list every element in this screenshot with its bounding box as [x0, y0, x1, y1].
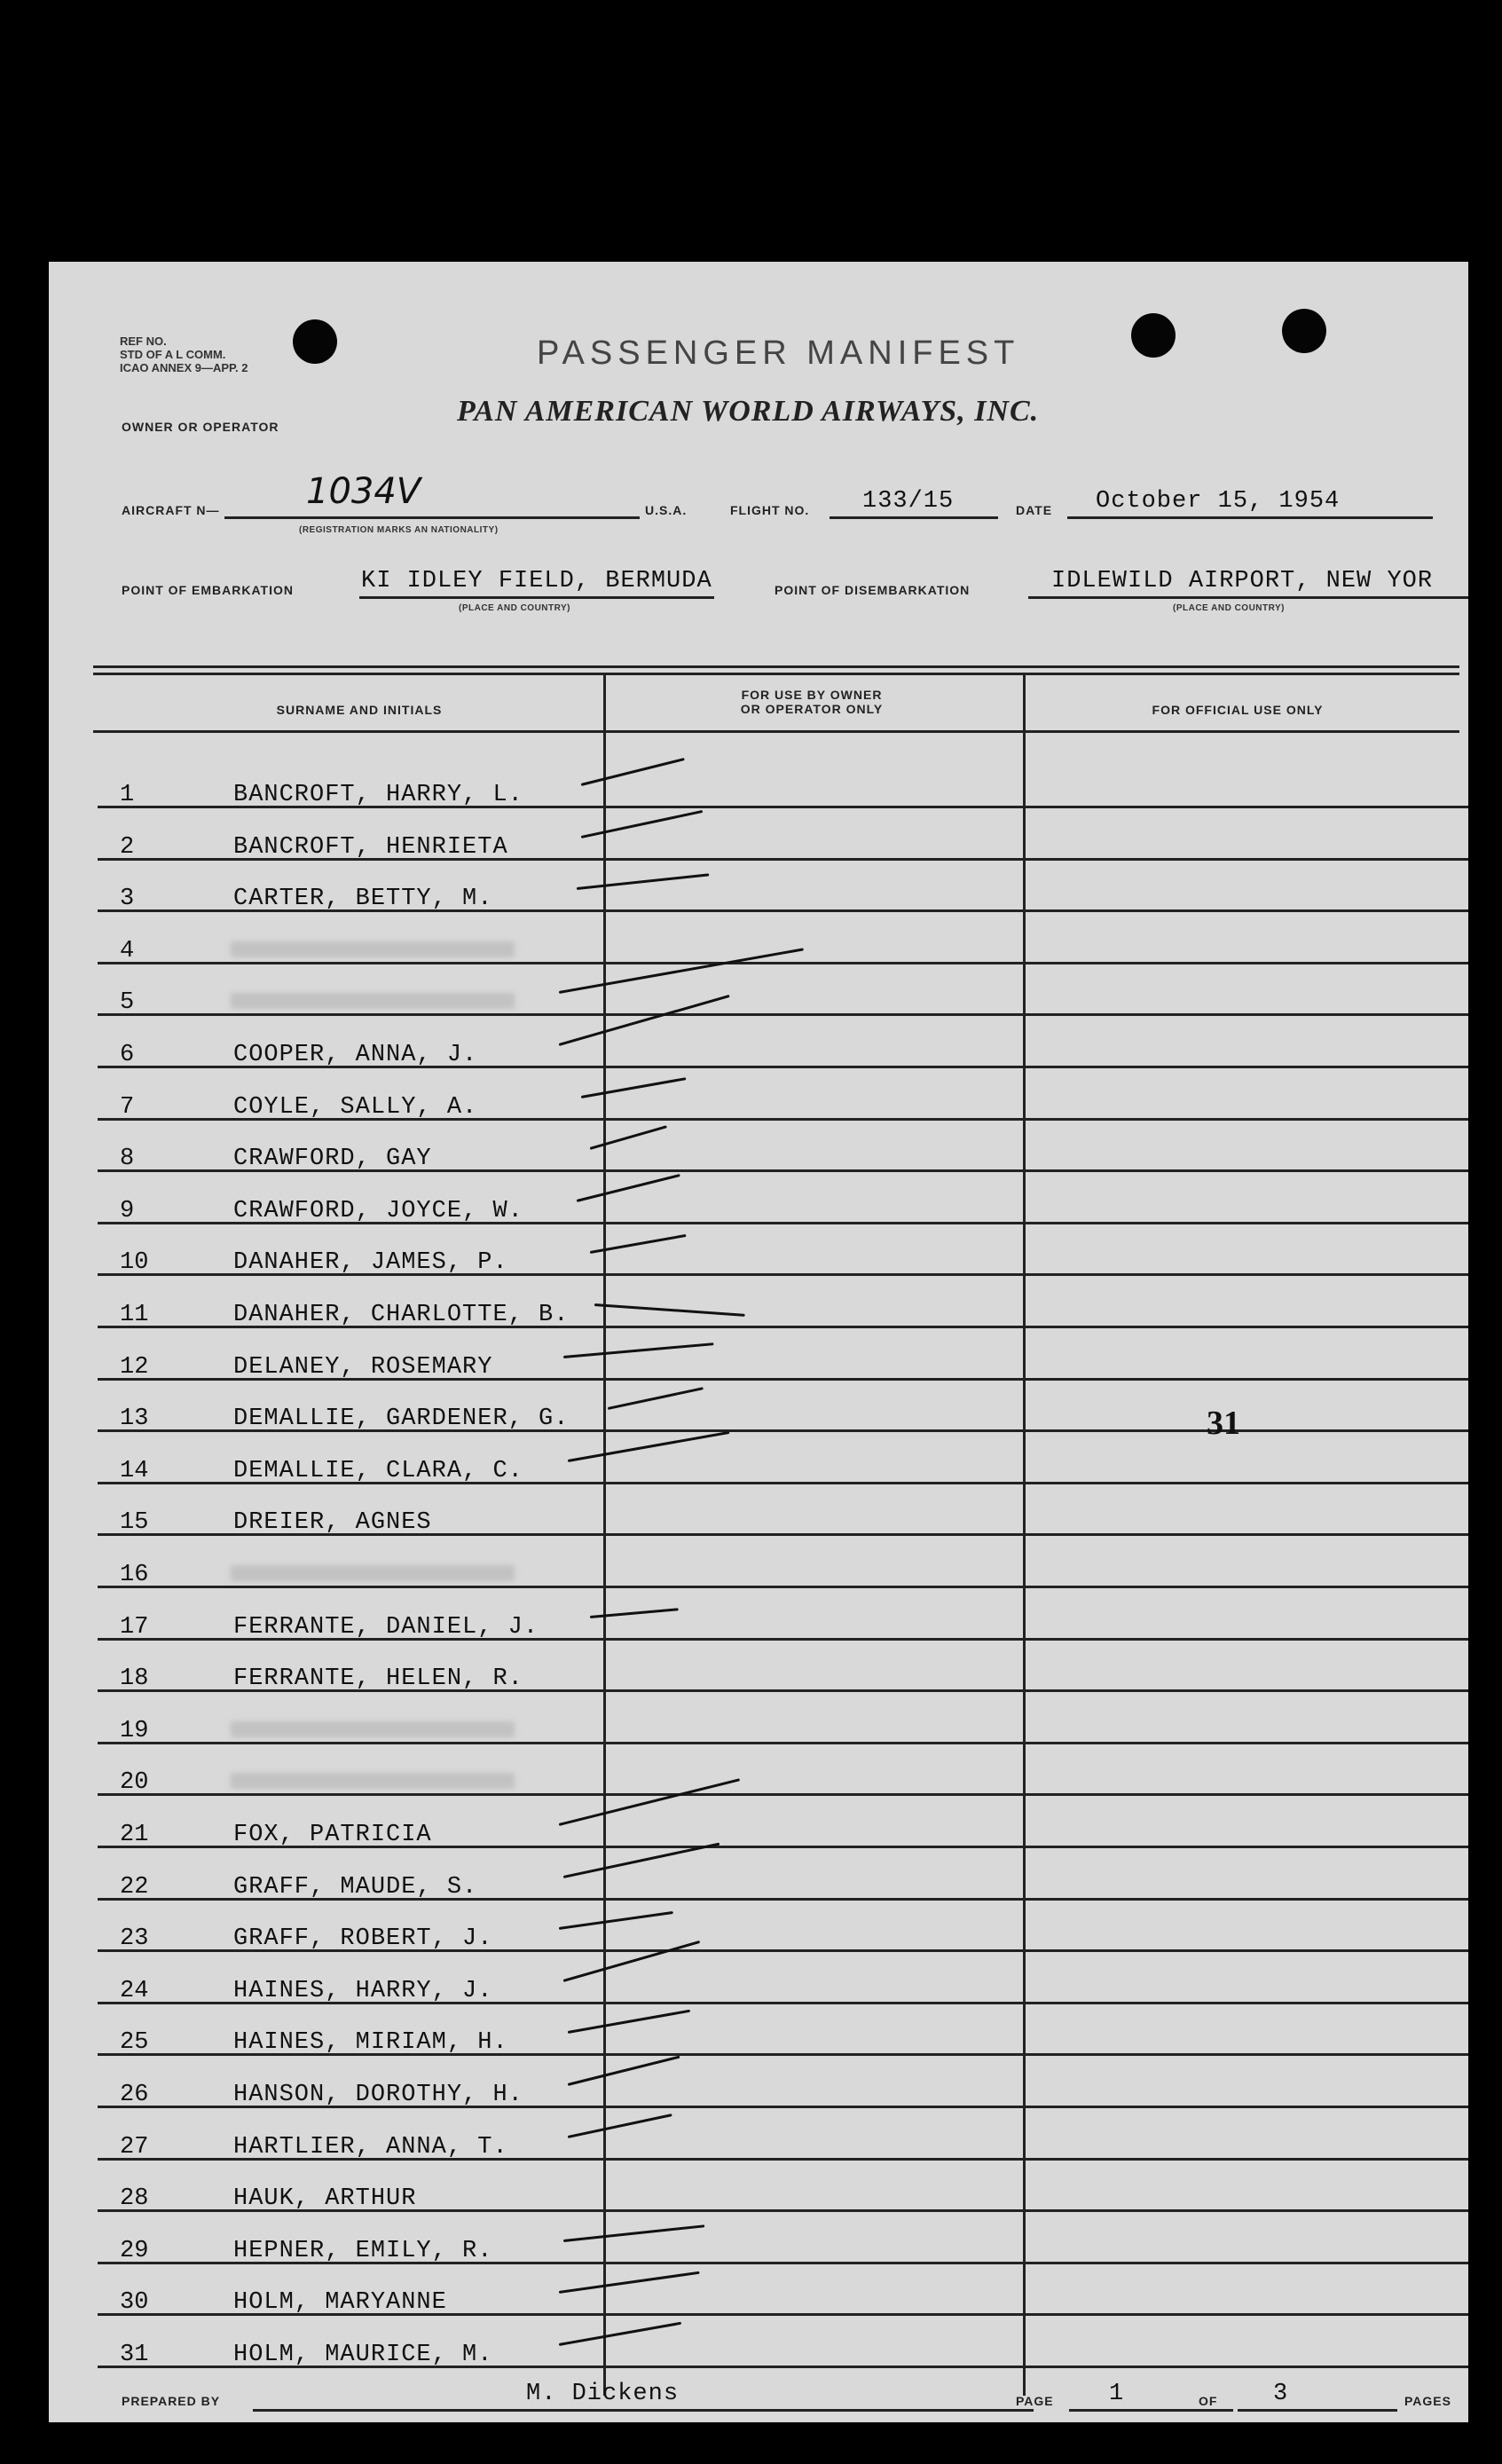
row-number: 19: [120, 1717, 149, 1744]
header-rule: [93, 730, 1459, 733]
passenger-name: FOX, PATRICIA: [233, 1822, 432, 1848]
passenger-name: GRAFF, ROBERT, J.: [233, 1925, 493, 1953]
aircraft-label: AIRCRAFT N—: [122, 503, 220, 517]
passenger-name: DEMALLIE, CLARA, C.: [233, 1457, 523, 1484]
redacted-name: [231, 941, 515, 957]
row-rule: [98, 1013, 1468, 1016]
table-row: [98, 2213, 1468, 2264]
form-code-line: ICAO ANNEX 9—APP. 2: [120, 361, 248, 374]
disembark-value: IDLEWILD AIRPORT, NEW YOR: [1051, 568, 1434, 594]
row-rule: [98, 1793, 1468, 1796]
table-row: [98, 1017, 1468, 1068]
table-row: [98, 2004, 1468, 2056]
col-official-header: FOR OFFICIAL USE ONLY: [1152, 703, 1324, 717]
of-value: 3: [1273, 2381, 1289, 2407]
form-code: [120, 335, 248, 374]
row-number: 8: [120, 1145, 135, 1173]
passenger-name: CRAWFORD, JOYCE, W.: [233, 1197, 523, 1224]
table-row: [98, 757, 1468, 808]
row-number: 16: [120, 1562, 149, 1588]
aircraft-caption: (REGISTRATION MARKS AN NATIONALITY): [299, 525, 499, 535]
row-number: 11: [120, 1302, 149, 1328]
disembark-underline: [1028, 596, 1468, 599]
row-number: 4: [120, 937, 135, 964]
redacted-name: [231, 1773, 515, 1789]
official-note: 31: [1207, 1405, 1240, 1442]
check-mark: [563, 1342, 714, 1358]
table-row: [98, 2161, 1468, 2212]
table-row: [98, 1277, 1468, 1328]
passenger-name: HOLM, MARYANNE: [233, 2289, 447, 2317]
check-mark: [581, 1077, 687, 1098]
page-underline: [1069, 2409, 1233, 2412]
row-number: 9: [120, 1197, 135, 1224]
embark-caption: (PLACE AND COUNTRY): [459, 603, 570, 613]
passenger-name: FERRANTE, HELEN, R.: [233, 1665, 523, 1693]
aircraft-underline: [224, 516, 640, 519]
row-number: 24: [120, 1977, 149, 2004]
table-row: [98, 2317, 1468, 2368]
table-row: [98, 1121, 1468, 1172]
row-number: 5: [120, 989, 135, 1017]
of-label: OF: [1199, 2394, 1218, 2408]
aircraft-value: 1034V: [306, 471, 421, 512]
row-number: 22: [120, 1873, 149, 1901]
check-mark: [608, 1387, 704, 1410]
passenger-name: BANCROFT, HENRIETA: [233, 833, 508, 861]
check-mark: [568, 2114, 672, 2138]
page-value: 1: [1109, 2381, 1125, 2407]
embark-value: KI IDLEY FIELD, BERMUDA: [361, 568, 712, 594]
row-number: 18: [120, 1665, 149, 1693]
punch-hole: [1282, 309, 1326, 353]
check-mark: [577, 1174, 680, 1202]
manifest-sheet: [49, 262, 1468, 2422]
passenger-name: HAINES, MIRIAM, H.: [233, 2029, 508, 2057]
row-number: 15: [120, 1509, 149, 1537]
check-mark: [568, 2056, 680, 2086]
passenger-name: FERRANTE, DANIEL, J.: [233, 1613, 539, 1641]
disembark-caption: (PLACE AND COUNTRY): [1173, 603, 1285, 613]
check-mark: [594, 1303, 745, 1317]
check-mark: [590, 1125, 667, 1150]
prepared-label: PREPARED BY: [122, 2394, 221, 2408]
passenger-name: CRAWFORD, GAY: [233, 1145, 432, 1173]
form-code-line: REF NO.: [120, 335, 167, 348]
row-number: 23: [120, 1925, 149, 1953]
row-number: 17: [120, 1613, 149, 1641]
row-number: 3: [120, 886, 135, 913]
row-number: 10: [120, 1249, 149, 1277]
embark-label: POINT OF EMBARKATION: [122, 583, 294, 597]
table-row: [98, 809, 1468, 861]
punch-hole: [293, 319, 337, 364]
table-row: [98, 1693, 1468, 1744]
owner-label: OWNER OR OPERATOR: [122, 420, 279, 434]
check-mark: [590, 1234, 687, 1254]
table-row: [98, 1381, 1468, 1432]
col-surname-header: SURNAME AND INITIALS: [276, 703, 443, 717]
passenger-name: DANAHER, JAMES, P.: [233, 1249, 508, 1277]
check-mark: [581, 758, 685, 786]
table-row: [98, 1224, 1468, 1276]
pages-label: PAGES: [1404, 2394, 1451, 2408]
table-row: [98, 861, 1468, 912]
of-underline: [1238, 2409, 1397, 2412]
prepared-value: M. Dickens: [526, 2381, 680, 2407]
table-top-rule: [93, 665, 1459, 668]
passenger-name: CARTER, BETTY, M.: [233, 886, 493, 913]
check-mark: [568, 2010, 690, 2034]
row-number: 12: [120, 1353, 149, 1381]
table-row: [98, 1744, 1468, 1796]
row-number: 14: [120, 1457, 149, 1484]
check-mark: [559, 2322, 681, 2346]
table-row: [98, 1329, 1468, 1381]
punch-hole: [1131, 313, 1176, 358]
table-row: [98, 1433, 1468, 1484]
row-rule: [98, 1742, 1468, 1744]
table-row: [98, 1901, 1468, 1952]
row-number: 26: [120, 2082, 149, 2108]
passenger-name: DELANEY, ROSEMARY: [233, 1353, 493, 1381]
prepared-underline: [253, 2409, 1034, 2412]
table-row: [98, 1797, 1468, 1848]
passenger-name: COOPER, ANNA, J.: [233, 1042, 478, 1068]
passenger-name: HOLM, MAURICE, M.: [233, 2342, 493, 2368]
table-row: [98, 1069, 1468, 1121]
check-mark: [581, 810, 704, 838]
table-row: [98, 2264, 1468, 2316]
row-number: 13: [120, 1405, 149, 1433]
table-row: [98, 913, 1468, 964]
date-underline: [1067, 516, 1433, 519]
passenger-name: HAUK, ARTHUR: [233, 2185, 417, 2213]
row-number: 6: [120, 1042, 135, 1068]
form-code-line: STD OF A L COMM.: [120, 348, 226, 361]
table-row: [98, 1589, 1468, 1641]
row-number: 31: [120, 2342, 149, 2368]
table-row: [98, 1484, 1468, 1536]
embark-underline: [359, 596, 714, 599]
row-number: 7: [120, 1093, 135, 1121]
table-row: [98, 1953, 1468, 2004]
check-mark: [577, 874, 709, 891]
passenger-name: HAINES, HARRY, J.: [233, 1977, 493, 2004]
passenger-name: DEMALLIE, GARDENER, G.: [233, 1405, 570, 1433]
row-number: 30: [120, 2289, 149, 2317]
row-rule: [98, 962, 1468, 964]
passenger-name: GRAFF, MAUDE, S.: [233, 1873, 478, 1901]
row-number: 25: [120, 2029, 149, 2057]
table-row: [98, 2057, 1468, 2108]
page-label: PAGE: [1016, 2394, 1054, 2408]
check-mark: [559, 2271, 700, 2294]
row-number: 28: [120, 2185, 149, 2213]
col-owner-use-header: FOR USE BY OWNER OR OPERATOR ONLY: [740, 688, 884, 716]
passenger-name: HEPNER, EMILY, R.: [233, 2237, 493, 2264]
passenger-name: DANAHER, CHARLOTTE, B.: [233, 1302, 570, 1328]
row-rule: [98, 1586, 1468, 1588]
flight-label: FLIGHT NO.: [730, 503, 810, 517]
table-row: [98, 1173, 1468, 1224]
redacted-name: [231, 1721, 515, 1737]
row-number: 21: [120, 1822, 149, 1848]
flight-value: 133/15: [862, 488, 955, 515]
check-mark: [563, 2224, 704, 2242]
table-row: [98, 1641, 1468, 1692]
check-mark: [568, 1431, 730, 1462]
row-number: 29: [120, 2237, 149, 2264]
check-mark: [559, 1911, 673, 1930]
flight-underline: [830, 516, 998, 519]
date-label: DATE: [1016, 503, 1053, 517]
row-number: 1: [120, 782, 135, 808]
table-top-rule: [93, 673, 1459, 675]
owner-value: PAN AMERICAN WORLD AIRWAYS, INC.: [457, 395, 1040, 428]
row-number: 2: [120, 833, 135, 861]
passenger-name: HANSON, DOROTHY, H.: [233, 2082, 523, 2108]
redacted-name: [231, 1565, 515, 1581]
row-number: 27: [120, 2133, 149, 2161]
table-row: [98, 1537, 1468, 1588]
nationality: U.S.A.: [645, 503, 688, 517]
passenger-name: COYLE, SALLY, A.: [233, 1093, 478, 1121]
date-value: October 15, 1954: [1096, 488, 1341, 515]
row-number: 20: [120, 1769, 149, 1797]
redacted-name: [231, 993, 515, 1009]
passenger-name: HARTLIER, ANNA, T.: [233, 2133, 508, 2161]
table-row: [98, 964, 1468, 1016]
disembark-label: POINT OF DISEMBARKATION: [775, 583, 971, 597]
table-row: [98, 1849, 1468, 1901]
passenger-name: DREIER, AGNES: [233, 1509, 432, 1537]
passenger-name: BANCROFT, HARRY, L.: [233, 782, 523, 808]
page-title: PASSENGER MANIFEST: [537, 335, 1020, 372]
table-row: [98, 2109, 1468, 2161]
check-mark: [590, 1608, 679, 1618]
